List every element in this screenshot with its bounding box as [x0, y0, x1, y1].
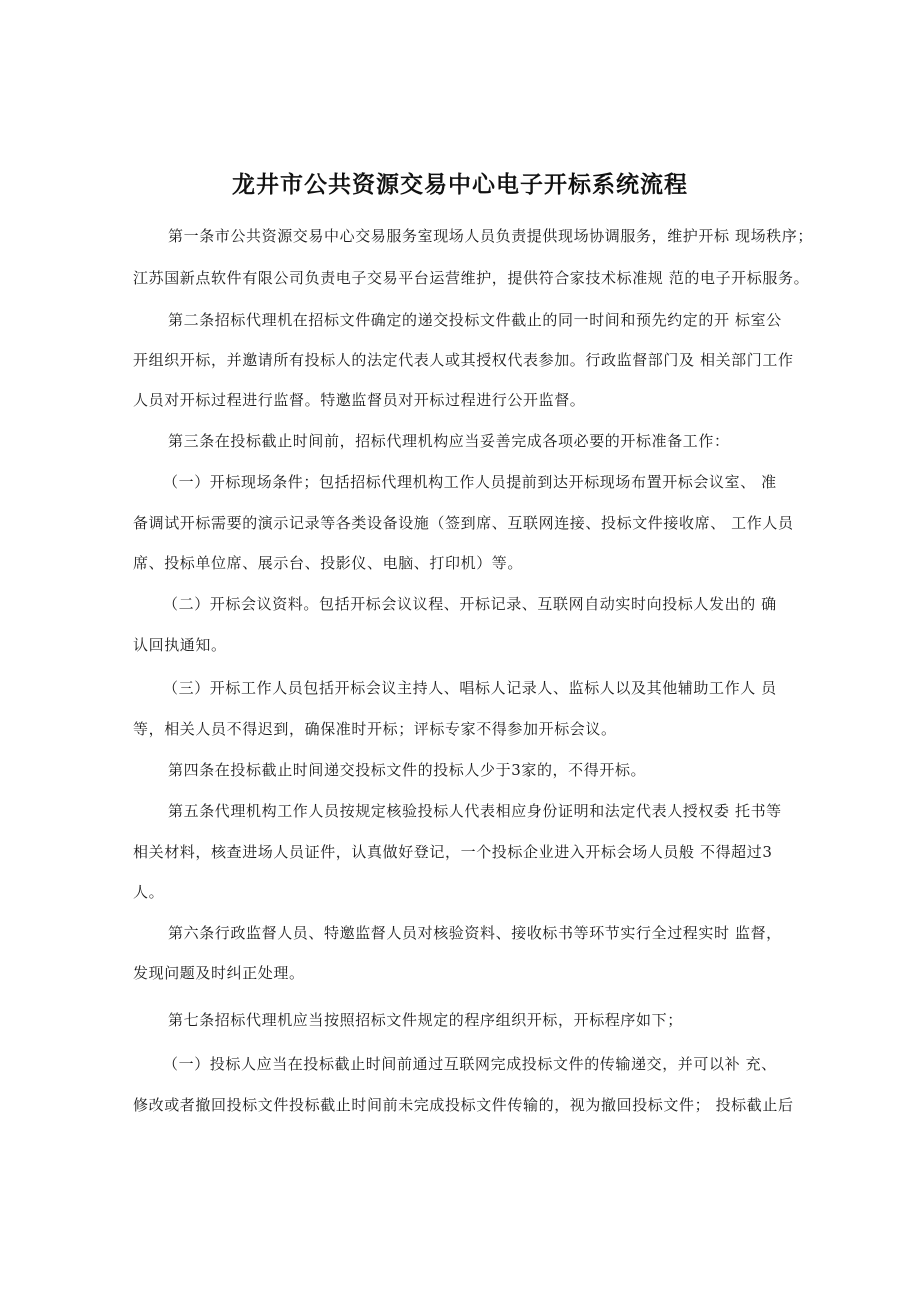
text-line: 人。 — [133, 883, 165, 901]
text-line: 第三条在投标截止时间前，招标代理机构应当妥善完成各项必要的开标准备工作： — [168, 432, 730, 450]
text-line: 人员对开标过程进行监督。特邀监督员对开标过程进行公开监督。 — [133, 391, 586, 409]
text-line: （一）开标现场条件；包括招标代理机构工作人员提前到达开标现场布置开标会议室、 准 — [163, 473, 777, 491]
document-title: 龙井市公共资源交易中心电子开标系统流程 — [232, 172, 688, 198]
text-line: 第七条招标代理机应当按照招标文件规定的程序组织开标，开标程序如下； — [168, 1011, 683, 1029]
text-line: 第一条市公共资源交易中心交易服务室现场人员负责提供现场协调服务，维护开标 现场秩序； — [168, 227, 813, 245]
text-line: 等，相关人员不得迟到，确保准时开标；评标专家不得参加开标会议。 — [133, 720, 617, 738]
text-line: 第六条行政监督人员、特邀监督人员对核验资料、接收标书等环节实行全过程实时 监督， — [168, 924, 782, 942]
text-line: 修改或者撤回投标文件投标截止时间前未完成投标文件传输的，视为撤回投标文件； 投标截止后 — [133, 1096, 794, 1114]
text-line: 相关材料，核查进场人员证件，认真做好登记，一个投标企业进入开标会场人员般 不得超过3 — [133, 843, 773, 861]
text-line: 席、投标单位席、展示台、投影仪、电脑、打印机）等。 — [133, 554, 524, 572]
text-line: 发现问题及时纠正处理。 — [133, 964, 305, 982]
text-line: 开组织开标，并邀请所有投标人的法定代表人或其授权代表参加。行政监督部门及 相关部门工作 — [133, 351, 794, 369]
text-line: 第二条招标代理机在招标文件确定的递交投标文件截止的同一时间和预先约定的开 标室公 — [168, 311, 782, 329]
text-line: 第四条在投标截止时间递交投标文件的投标人少于3家的，不得开标。 — [168, 761, 647, 779]
text-line: （二）开标会议资料。包括开标会议议程、开标记录、互联网自动实时向投标人发出的 确 — [163, 595, 777, 613]
text-line: 第五条代理机构工作人员按规定核验投标人代表相应身份证明和法定代表人授权委 托书等 — [168, 802, 782, 820]
text-line: （一）投标人应当在投标截止时间前通过互联网完成投标文件的传输递交，并可以补 充、 — [163, 1055, 777, 1073]
text-line: 江苏国新点软件有限公司负责电子交易平台运营维护，提供符合家技术标准规 范的电子开标服务。 — [133, 269, 810, 287]
text-line: （三）开标工作人员包括开标会议主持人、唱标人记录人、监标人以及其他辅助工作人 员 — [163, 679, 777, 697]
text-line: 认回执通知。 — [133, 636, 227, 654]
text-line: 备调试开标需要的演示记录等各类设备设施（签到席、互联网连接、投标文件接收席、 工作人员 — [133, 514, 794, 532]
